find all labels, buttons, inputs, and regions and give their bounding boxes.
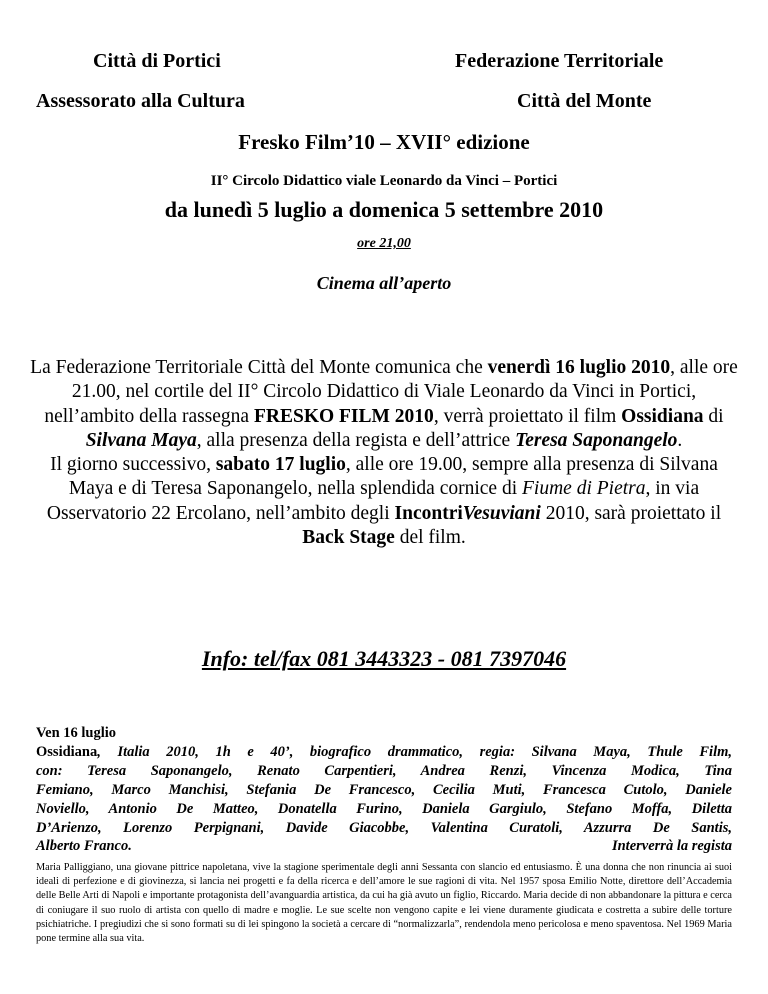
film-line: con: Teresa Saponangelo, Renato Carpentieri, Andrea Renzi, Vincenza Modica, Tina (36, 762, 732, 779)
announcement-paragraph-1 (28, 356, 740, 453)
text: del film. (394, 527, 466, 549)
text: , alla presenza della regista e dell’attrice (196, 429, 516, 451)
film-details (36, 724, 732, 856)
open-air-subtitle: Cinema all’aperto (316, 273, 452, 293)
text: . (677, 429, 683, 451)
screening-time: ore 21,00 (357, 236, 411, 251)
incontri-label: Incontri (394, 502, 463, 524)
info-contact: Info: tel/fax 081 3443323 - 081 7397046 (201, 646, 567, 671)
festival-title: Fresko Film’10 – XVII° edizione (238, 130, 530, 154)
event-date: venerdì 16 luglio 2010 (487, 357, 671, 378)
vesuviani-label: Vesuviani (462, 502, 541, 524)
film-line (36, 743, 732, 762)
film-title: Ossidiana (621, 405, 704, 427)
actress-name: Teresa Saponangelo (515, 429, 678, 451)
location-name: Fiume di Pietra (522, 478, 646, 500)
announcement (28, 356, 740, 550)
director-present-note: Interverrà la regista (611, 838, 732, 855)
film-line: Noviello, Antonio De Matteo, Donatella Furino, Daniela Gargiulo, Stefano Moffa, Diletta (36, 800, 732, 817)
text: , alle ore 19.00, sempre alla presenza di Silvana Maya e di Teresa Saponangelo, nella splendida cornice di (68, 454, 718, 500)
text: , alle ore 21.00, nel cortile del II° Circolo Didattico di Viale Leonardo da Vinci in Portici, nell’ambito della rassegna (44, 357, 738, 427)
film-date: Ven 16 luglio (36, 725, 117, 741)
film-line-text: , Italia 2010, 1h e 40’, biografico drammatico, regia: Silvana Maya, Thule Film, (97, 743, 732, 760)
film-last-line (36, 837, 732, 856)
second-event-date: sabato 17 luglio (215, 454, 346, 476)
date-range: da lunedì 5 luglio a domenica 5 settembre 2010 (164, 197, 604, 222)
text: , verrà proiettato il film (433, 405, 622, 427)
announcement-paragraph-2 (28, 453, 740, 550)
director-name: Silvana Maya (85, 429, 197, 451)
text: 2010, sarà proiettato il (540, 502, 722, 524)
film-line: Femiano, Marco Manchisi, Stefania De Francesco, Cecilia Muti, Francesca Cutolo, Daniele (36, 781, 732, 798)
film-title: Ossidiana (36, 743, 98, 760)
venue-line: II° Circolo Didattico viale Leonardo da Vinci – Portici (210, 173, 558, 189)
text: di (703, 405, 724, 427)
back-stage-label: Back Stage (302, 527, 395, 549)
text: , in via Osservatorio 22 Ercolano, nell’ambito degli (46, 478, 700, 524)
header-org-left-2: Assessorato alla Cultura (36, 90, 245, 112)
film-line: D’Arienzo, Lorenzo Perpignani, Davide Giacobbe, Valentina Curatoli, Azzurra De Santis, (36, 819, 732, 836)
text: Il giorno successivo, (50, 454, 216, 476)
header-org-right-1: Federazione Territoriale (455, 50, 664, 72)
film-synopsis: Maria Palliggiano, una giovane pittrice napoletana, vive la stagione sperimentale degli anni Sessanta con slancio ed entusiasmo. È una donna che non rinuncia ai suoi ideali di perfezione e di giovinezza, si lancia nei progetti e fa della ricerca e dell’amore le sue ragioni di vita. Nel 1957 sposa Emilio Notte, direttore dell’Accademia delle Belle Arti di Napoli e importante protagonista dell’avanguardia artistica, da cui ha già avuto un figlio, Riccardo. Maria decide di non abbandonare la pittura e cerca di coniugare il suo ruolo di artista con quello di madre e moglie. Le sue scelte non vengono capite e lei viene duramente giudicata e costretta a subire delle torture psichiatriche. I pregiudizi che si sono formati su di lei spingono la società a cercare di “normalizzarla”, rendendola meno pericolosa e meno spaventosa. Nel 1969 Maria pone termine alla sua vita. (36, 862, 732, 945)
film-line-text: Alberto Franco. (36, 838, 132, 855)
header-org-right-2: Città del Monte (517, 90, 652, 112)
festival-name: FRESKO FILM 2010 (253, 405, 434, 427)
header-org-left-1: Città di Portici (93, 50, 221, 72)
text: La Federazione Territoriale Città del Monte comunica che (30, 357, 488, 378)
